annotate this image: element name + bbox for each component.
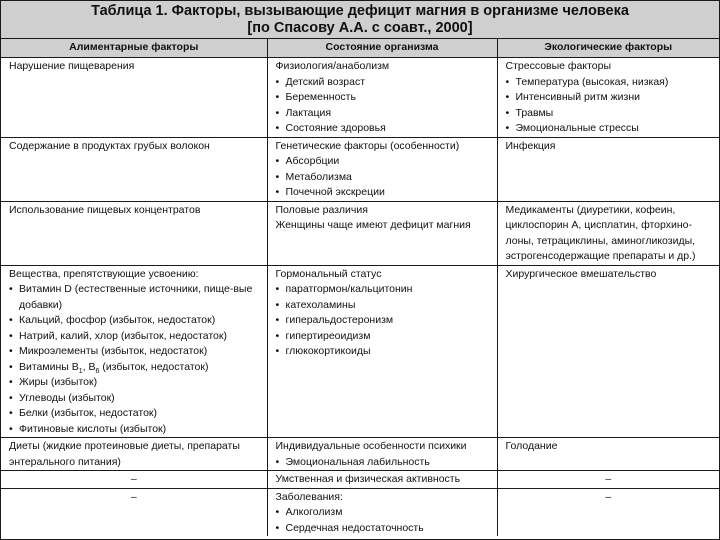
cell-line: Содержание в продуктах грубых волокон xyxy=(9,139,210,152)
bullet-text: Состояние здоровья xyxy=(285,122,386,134)
cell-line: Нарушение пищеварения xyxy=(9,60,135,72)
table-row xyxy=(1,58,719,138)
empty-dash: – xyxy=(130,490,137,503)
cell-line: Заболевания: xyxy=(275,490,343,503)
bullet-icon: • xyxy=(275,329,280,342)
bullet-item xyxy=(276,329,493,345)
bullet-icon: • xyxy=(9,360,13,373)
header-organism: Состояние организма xyxy=(267,39,497,58)
bullet-icon: • xyxy=(9,314,13,326)
bullet-icon: • xyxy=(275,521,280,534)
bullet-text: Абсорбции xyxy=(285,155,340,167)
bullet-item xyxy=(9,282,263,313)
bullet-item xyxy=(506,75,716,91)
cell-organism xyxy=(267,471,497,489)
bullet-text: Лактация xyxy=(285,106,332,119)
empty-dash: – xyxy=(605,490,612,503)
bullet-text: катехоламины xyxy=(285,298,356,311)
bullet-icon: • xyxy=(9,283,13,295)
bullet-item xyxy=(9,360,263,376)
bullet-text: Жиры (избыток) xyxy=(19,376,98,388)
cell-line: Хирургическое вмешательство xyxy=(505,267,657,280)
cell-line: Половые различия xyxy=(275,203,368,216)
bullet-item xyxy=(506,90,716,106)
cell-alimentary xyxy=(1,438,267,471)
bullet-text: Температура (высокая, низкая) xyxy=(515,75,669,88)
bullet-text: Сердечная недостаточность xyxy=(285,521,424,534)
bullet-item xyxy=(276,90,493,106)
vitamin-sub-1: 1 xyxy=(78,367,83,375)
vitamins-sep: , B xyxy=(82,360,96,373)
bullet-item xyxy=(9,391,263,407)
bullet-text: гипертиреоидизм xyxy=(285,329,371,342)
bullet-item xyxy=(276,521,493,537)
bullet-item xyxy=(506,121,716,137)
bullet-text: Углеводы (избыток) xyxy=(19,391,115,404)
bullet-icon: • xyxy=(9,329,13,342)
cell-organism xyxy=(267,201,497,265)
cell-line: Вещества, препятствующие усвоению: xyxy=(9,267,199,280)
bullet-item xyxy=(276,75,493,91)
bullet-icon: • xyxy=(275,298,280,311)
cell-organism xyxy=(267,137,497,201)
cell-ecological xyxy=(497,265,719,438)
bullet-text: Беременность xyxy=(285,91,356,103)
cell-organism xyxy=(267,438,497,471)
table-title xyxy=(1,1,719,39)
bullet-icon: • xyxy=(505,91,510,103)
bullet-icon: • xyxy=(9,422,13,435)
table-row xyxy=(1,265,719,438)
table-row xyxy=(1,471,719,489)
bullet-item xyxy=(276,313,493,329)
cell-ecological xyxy=(497,201,719,265)
bullet-icon: • xyxy=(275,345,280,357)
table-title-line2: [по Спасову А.А. с соавт., 2000] xyxy=(247,20,473,36)
cell-line: Диеты (жидкие протеиновые диеты, препараты xyxy=(9,440,240,452)
bullet-text: Белки (избыток, недостаток) xyxy=(19,407,158,419)
bullet-text: Алкоголизм xyxy=(285,506,343,518)
header-alimentary: Алиментарные факторы xyxy=(1,39,267,58)
cell-alimentary xyxy=(1,471,267,489)
bullet-item xyxy=(9,344,263,360)
bullet-text: Эмоциональная лабильность xyxy=(285,455,430,468)
bullet-item xyxy=(9,329,263,345)
cell-line: Медикаменты (диуретики, кофеин, xyxy=(505,203,676,216)
bullet-text: Витамин D (естественные источники, пище-вые добавки) xyxy=(19,283,253,311)
bullet-item xyxy=(276,154,493,170)
empty-dash: – xyxy=(130,473,137,485)
bullet-icon: • xyxy=(275,155,280,167)
cell-line: Голодание xyxy=(505,440,558,452)
bullet-text: Кальций, фосфор (избыток, недостаток) xyxy=(19,314,216,326)
cell-organism xyxy=(267,265,497,438)
bullet-item xyxy=(276,298,493,314)
cell-line: Женщины чаще имеют дефицит магния xyxy=(275,219,471,231)
cell-line: Стрессовые факторы xyxy=(505,60,612,72)
bullet-text: Травмы xyxy=(515,106,554,119)
table-row xyxy=(1,438,719,471)
bullet-icon: • xyxy=(275,283,280,295)
cell-line: Инфекция xyxy=(505,139,556,152)
bullet-icon: • xyxy=(9,376,13,388)
table-header-row xyxy=(1,39,719,58)
cell-alimentary xyxy=(1,137,267,201)
table-title-line1: Таблица 1. Факторы, вызывающие дефицит магния в организме человека xyxy=(91,3,629,19)
bullet-icon: • xyxy=(275,170,280,183)
bullet-item xyxy=(9,375,263,391)
cell-ecological xyxy=(497,488,719,536)
bullet-item xyxy=(506,106,716,122)
bullet-item xyxy=(276,106,493,122)
cell-line: энтерального питания) xyxy=(9,455,121,468)
cell-ecological xyxy=(497,58,719,138)
cell-organism xyxy=(267,488,497,536)
bullet-text: Эмоциональные стрессы xyxy=(515,122,639,134)
bullet-icon: • xyxy=(275,75,280,88)
factors-table xyxy=(1,39,719,536)
vitamins-suffix: (избыток, недостаток) xyxy=(99,360,209,373)
cell-alimentary xyxy=(1,201,267,265)
bullet-icon: • xyxy=(9,345,13,357)
cell-line: Индивидуальные особенности психики xyxy=(275,440,467,452)
bullet-icon: • xyxy=(505,122,510,134)
cell-line: Генетические факторы (особенности) xyxy=(275,139,460,152)
empty-dash: – xyxy=(605,473,612,485)
cell-line: Гормональный статус xyxy=(275,267,382,280)
bullet-icon: • xyxy=(275,506,280,518)
bullet-icon: • xyxy=(9,391,13,404)
bullet-icon: • xyxy=(9,407,13,419)
table-row xyxy=(1,137,719,201)
vitamins-prefix: Витамины B xyxy=(19,360,79,373)
cell-line: эстрогенсодержащие препараты и др.) xyxy=(505,250,696,262)
bullet-item xyxy=(276,505,493,521)
bullet-item xyxy=(276,121,493,137)
table-body xyxy=(1,58,719,537)
bullet-icon: • xyxy=(505,75,510,88)
bullet-item xyxy=(9,422,263,438)
bullet-text: Детский возраст xyxy=(285,75,366,88)
header-ecological: Экологические факторы xyxy=(497,39,719,58)
cell-ecological xyxy=(497,471,719,489)
bullet-icon: • xyxy=(275,186,280,198)
bullet-icon: • xyxy=(275,106,280,119)
cell-line: Использование пищевых концентратов xyxy=(9,203,201,216)
table-row xyxy=(1,488,719,536)
table-row xyxy=(1,201,719,265)
bullet-item xyxy=(9,313,263,329)
cell-alimentary xyxy=(1,58,267,138)
bullet-text: Микроэлементы (избыток, недостаток) xyxy=(19,345,208,357)
bullet-icon: • xyxy=(505,106,510,119)
bullet-icon: • xyxy=(275,122,280,134)
cell-ecological xyxy=(497,137,719,201)
bullet-text: Интенсивный ритм жизни xyxy=(515,91,641,103)
bullet-item xyxy=(276,282,493,298)
bullet-item xyxy=(9,406,263,422)
bullet-icon: • xyxy=(275,91,280,103)
bullet-icon: • xyxy=(275,314,280,326)
bullet-item xyxy=(276,344,493,360)
bullet-text: гиперальдостеронизм xyxy=(285,314,394,326)
bullet-item xyxy=(276,170,493,186)
bullet-text: глюкокортикоиды xyxy=(285,345,371,357)
cell-line: циклоспорин А, цисплатин, фторхино- xyxy=(505,219,692,231)
cell-line: Умственная и физическая активность xyxy=(275,473,461,485)
bullet-text: паратгормон/кальцитонин xyxy=(285,283,413,295)
bullet-text: Фитиновые кислоты (избыток) xyxy=(19,422,167,435)
bullet-item xyxy=(276,455,493,471)
bullet-icon: • xyxy=(275,455,280,468)
cell-alimentary xyxy=(1,488,267,536)
cell-alimentary xyxy=(1,265,267,438)
cell-organism xyxy=(267,58,497,138)
bullet-text: Натрий, калий, хлор (избыток, недостаток) xyxy=(19,329,227,342)
cell-ecological xyxy=(497,438,719,471)
bullet-item xyxy=(276,185,493,201)
bullet-text: Почечной экскреции xyxy=(285,186,385,198)
cell-line: Физиология/анаболизм xyxy=(275,60,390,72)
cell-line: лоны, тетрациклины, аминогликозиды, xyxy=(505,234,696,247)
bullet-text: Метаболизма xyxy=(285,170,352,183)
vitamin-sub-6: 6 xyxy=(95,367,100,375)
